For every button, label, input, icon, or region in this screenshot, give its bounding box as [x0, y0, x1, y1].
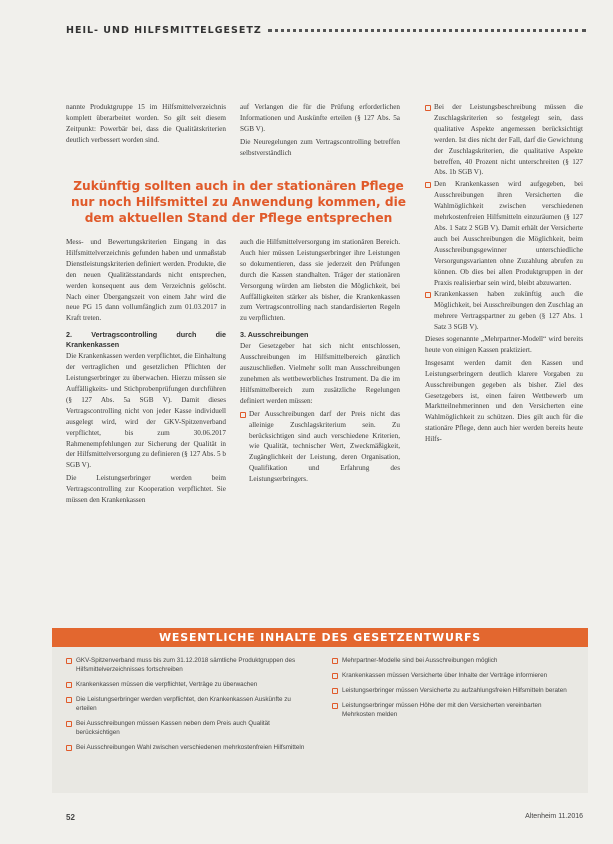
paragraph: auf Verlangen die für die Prüfung erforderlichen Informationen und Auskünfte erteilen (§ 127 Abs. 5a SGB V). — [240, 103, 400, 133]
summary-item: Leistungserbringer müssen Höhe der mit den Versicherten vereinbarten Mehrkosten melden — [332, 701, 572, 719]
subheading: 2. Vertragscontrolling durch die Krankenkassen — [66, 330, 226, 350]
bullet-list — [240, 409, 400, 485]
paragraph: Die Neuregelungen zum Vertragscontrolling betreffen selbstverständlich — [240, 137, 400, 157]
column-3 — [425, 102, 583, 447]
paragraph: Der Gesetzgeber hat sich nicht entschlossen, Ausschreibungen im Hilfsmittelbereich gänzlich auszuschließen. Vielmehr sollt man Ausschreibungen zunehmen als wettbewerbliches Instrument. Da die im Hilfsmittelbereich zum zusätzliche Regelungen definiert werden müssen: — [240, 342, 400, 405]
section-title: HEIL- UND HILFSMITTELGESETZ — [66, 24, 262, 36]
paragraph: nannte Produktgruppe 15 im Hilfsmittelverzeichnis komplett überarbeitet worden. So gilt seit diesem Zeitpunkt: Powerbär bei, dass die Qualitätskriterien deutlich verbessert worden sind. — [66, 103, 226, 144]
paragraph: Die Leistungserbringer werden beim Vertragscontrolling zur Kooperation verpflichtet. Sie müssen den Krankenkassen — [66, 474, 226, 505]
section-header — [66, 22, 586, 38]
list-item: Bei der Leistungsbeschreibung müssen die Zuschlagskriterien so festgelegt sein, dass qualitative Aspekte angemessen berücksichtigt werden. Ist dies nicht der Fall, darf die Gewichtung der Zuschlagskriterien, die qualitative Aspekte betreffen, 40 Prozent nicht unterschreiten (§ 127 Abs. 1b SGB V). — [425, 102, 583, 178]
list-item: Krankenkassen haben zukünftig auch die Möglichkeit, bei Ausschreibungen den Zuschlag an mehrere Vertragspartner zu geben (§ 127 Abs. 1 Satz 3 SGB V). — [425, 289, 583, 333]
bullet-list — [425, 102, 583, 333]
column-2-top — [240, 102, 400, 161]
list-item: Den Krankenkassen wird aufgegeben, bei Ausschreibungen ihren Versicherten die Wahlmöglichkeit zwischen verschiedenen mehrkostenfreien Hilfsmitteln einzuräumen (§ 127 Abs. 1 Satz 2 SGB V). Damit erhält der Versicherte auch bei Ausschreibungen die Möglichkeit, beim Ausschreibungsgewinner unterschiedliche Versorgungsvarianten ohne Zuzahlung abrufen zu können. Ob dies bei allen Produktgruppen in der Praxis realisierbar sein wird, bleibt abzuwarten. — [425, 179, 583, 288]
summary-item: Mehrpartner-Modelle sind bei Ausschreibungen möglich — [332, 656, 572, 665]
paragraph: auch die Hilfsmittelversorgung im stationären Bereich. Auch hier müssen Leistungserbringer ihre Leistungen so dokumentieren, dass sie jederzeit den Prüfungen durch die Kassen standhalten. Träger der stationären Versorgung würden am liebsten die Möglichkeit, bei Auffälligkeiten stärker als bisher, die Krankenkassen zum Vertragscontrolling nach standardisierten Regeln zu verpflichten. — [240, 238, 400, 323]
column-1-top — [66, 102, 226, 148]
paragraph: Insgesamt werden damit den Kassen und Leistungserbringern deutlich klarere Vorgaben zu Ausschreibungen gegeben als bisher. Ziel des Gesetzgebers ist, einen fairen Wettbewerb um Marktteilnehmerinnen und den Versicherten eine Wahlmöglichkeit zu schützen. Dies gilt auch für die stationäre Pflege, denn auch hier werden bereits heute Hilfs- — [425, 358, 583, 444]
summary-right-column — [332, 656, 572, 725]
subheading: 3. Ausschreibungen — [240, 330, 309, 340]
summary-item: Krankenkassen müssen die verpflichtet, Verträge zu überwachen — [66, 680, 306, 689]
page-number: 52 — [66, 813, 75, 822]
summary-item: Die Leistungserbringer werden verpflichtet, den Krankenkassen Auskünfte zu erteilen — [66, 695, 306, 713]
paragraph: Dieses sogenannte „Mehrpartner-Modell“ wird bereits heute von einigen Kassen praktiziert. — [425, 335, 583, 354]
summary-item: Bei Ausschreibungen Wahl zwischen verschiedenen mehrkostenfreien Hilfsmitteln — [66, 743, 306, 752]
summary-title: WESENTLICHE INHALTE DES GESETZENTWURFS — [52, 628, 588, 647]
magazine-issue: Altenheim 11.2016 — [525, 813, 583, 820]
summary-item: Bei Ausschreibungen müssen Kassen neben dem Preis auch Qualität berücksichtigen — [66, 719, 306, 737]
summary-item: Krankenkassen müssen Versicherte über Inhalte der Verträge informieren — [332, 671, 572, 680]
summary-item: Leistungserbringer müssen Versicherte zu aufzahlungsfreien Hilfsmitteln beraten — [332, 686, 572, 695]
summary-box — [52, 628, 588, 793]
column-2-bottom — [240, 237, 400, 486]
column-1-bottom — [66, 237, 226, 508]
header-dotted-rule — [268, 29, 586, 32]
summary-left-column — [66, 656, 306, 758]
paragraph: Die Krankenkassen werden verpflichtet, die Einhaltung der vertraglichen und gesetzlichen Pflichten der Leistungserbringer zu überwachen. Hierzu müssen sie Auffälligkeits- und Stichprobenprüfungen durchführen (§ 127 Abs. 5a SGB V). Damit dieses Vertragscontrolling nicht von jeder Kasse individuell ausgelegt wird, wird der GKV-Spitzenverband verpflichtet, bis zum 30.06.2017 Rahmenempfehlungen zur Sicherung der Qualität in der Hilfsmittelversorgung zu definieren (§ 127 Abs. 5 b SGB V). — [66, 352, 226, 470]
pull-quote: Zukünftig sollten auch in der stationären Pflege nur noch Hilfsmittel zu Anwendung kommen, die dem aktuellen Stand der Pflege entsprechen — [70, 179, 407, 225]
list-item: Der Ausschreibungen darf der Preis nicht das alleinige Zuschlagskriterium sein. Zu berücksichtigen sind auch verschiedene Kriterien, wie Qualität, technischer Wert, Zweckmäßigkeit, Zugänglichkeit der Leistung, deren Organisation, Qualifikation und Erfahrung des Leistungserbringers. — [240, 409, 400, 485]
summary-item: GKV-Spitzenverband muss bis zum 31.12.2018 sämtliche Produktgruppen des Hilfsmittelverzeichnisses fortschreiben — [66, 656, 306, 674]
paragraph: Mess- und Bewertungskriterien Eingang in das Hilfsmittelverzeichnis gefunden haben und unmaßstab Dienstleistungskriterien definiert werden. Produkte, die den neuen Qualitätsstandards nicht entsprechen, werden konsequent aus dem Verzeichnis gelöscht. Nach einer Übergangszeit von einem Jahr wird die neue PG 15 dann vollumfänglich zum 01.03.2017 in Kraft treten. — [66, 238, 226, 323]
